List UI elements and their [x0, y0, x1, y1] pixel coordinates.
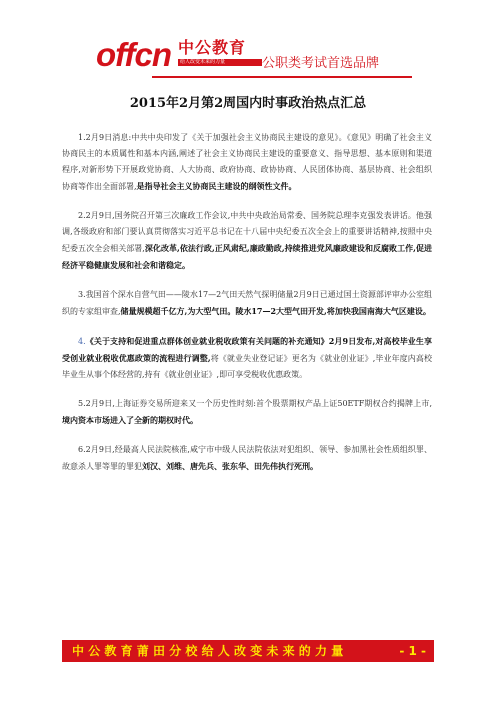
footer-slogan: 中公教育莆田分校给人改变未来的力量	[72, 644, 348, 658]
news-item-text: 刘汉、刘维、唐先兵、张东华、田先伟执行死刑。	[142, 461, 318, 471]
news-item-text: 储量规模超千亿方,为大型气田。陵水17—2大型气田开发,将加快我国南海大气区建设。	[120, 306, 431, 316]
news-item-text: 将《就业失业登记证》更名为《就业创业证》,毕业年度内高校毕业生从事个体经营的,持有《就业创业证》,即可享受税收优惠政策。	[62, 354, 432, 379]
news-item-5	[62, 396, 432, 429]
document-body	[62, 130, 432, 488]
page-header	[96, 36, 436, 78]
news-item-text: 6.2月9日,经最高人民法院核准,咸宁市中级人民法院依法对犯组织、领导、参加黑社会性质组织罪、故意杀人罪等罪的罪犯	[62, 445, 432, 471]
news-item-2	[62, 208, 432, 274]
news-item-text: 境内资本市场进入了全新的期权时代。	[62, 415, 198, 425]
header-slogan: 公职类考试首选品牌	[262, 56, 380, 71]
page-number: - 1 -	[399, 644, 426, 658]
news-item-4	[62, 333, 432, 383]
news-item-text: 1.2月9日消息:中共中央印发了《关于加强社会主义协商民主建设的意见》。《意见》明确了社会主义协商民主的本质属性和基本内涵,阐述了社会主义协商民主建设的重要意义、指导思想、基本原则和渠道程序,对新形势下开展政党协商、人大协商、政府协商、政协协商、人民团体协商、基层协商、社会组织协商等作出全面部署,	[62, 133, 432, 191]
logo-tagline: 给人改变未来的力量	[178, 59, 262, 66]
offcn-logo: offcn	[96, 36, 172, 73]
news-item-text: 5.2月9日,上海证券交易所迎来又一个历史性时刻:首个股票期权产品上证50ETF期权合约揭牌上市,	[78, 399, 432, 408]
header-divider	[152, 76, 412, 78]
news-item-text: 《关于支持和促进重点群体创业就业税收政策有关问题的补充通知》2月9日发布,对高校毕业生享受创业就业税收优惠政策的流程进行调整,	[62, 336, 432, 363]
news-item-1	[62, 130, 432, 195]
page-footer	[62, 640, 434, 662]
news-item-text: 3.我国首个深水自营气田——陵水17—2气田天然气探明储量2月9日已通过国土资源部评审办公室组织的专家组审查,	[62, 290, 432, 316]
offcn-logo-cn	[178, 39, 262, 66]
logo-cn-name: 中公教育	[178, 38, 247, 57]
news-item-text: 深化改革,依法行政,正风肃纪,廉政勤政,持续推进党风廉政建设和反腐败工作,促进经济平稳健康发展和社会和谐稳定。	[62, 243, 432, 270]
news-item-6	[62, 442, 432, 475]
news-item-text: 是指导社会主义协商民主建设的纲领性文件。	[136, 181, 297, 191]
document-title: 2015年2月第2周国内时事政治热点汇总	[129, 96, 367, 111]
news-item-text: 2.2月9日,国务院召开第三次廉政工作会议,中共中央政治局常委、国务院总理李克强发表讲话。他强调,各级政府和部门要认真贯彻落实习近平总书记在十八届中央纪委五次全会上的重要讲话精神,按照中央纪委五次全会相关部署,	[62, 211, 432, 253]
news-item-3	[62, 287, 432, 320]
news-item-text: 4.	[78, 337, 86, 346]
